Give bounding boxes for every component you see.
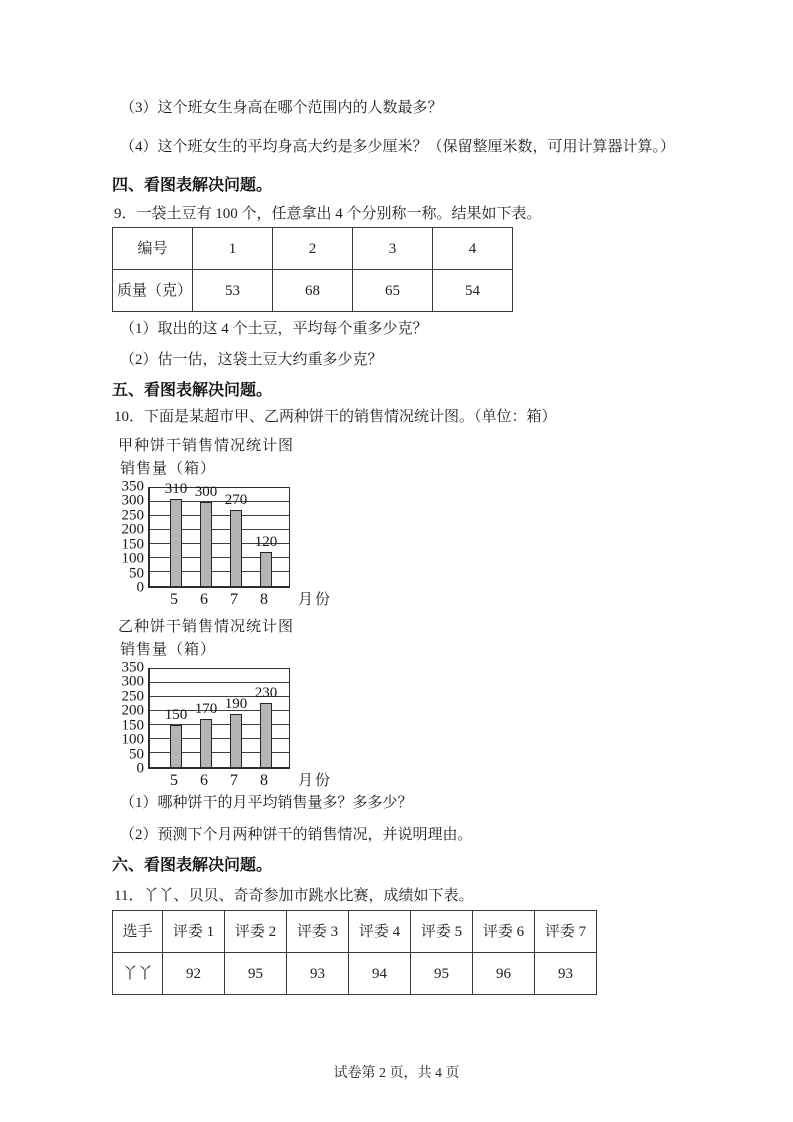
table-cell: 评委 3 [287, 911, 349, 953]
section-6-heading: 六、看图表解决问题。 [112, 857, 273, 874]
x-tick-label: 8 [260, 591, 268, 608]
x-tick-label: 8 [260, 772, 268, 789]
y-tick-label: 250 [121, 688, 144, 705]
chart-title: 甲种饼干销售情况统计图 [118, 438, 295, 454]
table-row [113, 911, 597, 953]
x-tick-label: 7 [230, 591, 238, 608]
question-10-sub-1: （1）哪种饼干的月平均销售量多？多多少？ [120, 795, 413, 811]
bar-month-5 [170, 725, 182, 767]
bar-value-label: 170 [194, 701, 218, 718]
section-4-heading: 四、看图表解决问题。 [112, 177, 273, 194]
bar-value-label: 300 [194, 484, 218, 500]
x-tick-label: 7 [230, 772, 238, 789]
table-cell: 评委 4 [349, 911, 411, 953]
x-tick-label: 5 [170, 591, 178, 608]
chart-title: 乙种饼干销售情况统计图 [118, 619, 295, 635]
bar-month-6 [200, 719, 212, 767]
table-row [113, 228, 513, 270]
table-cell: 4 [433, 228, 513, 270]
y-tick-label: 0 [136, 579, 144, 596]
table-cell: 53 [193, 270, 273, 312]
chart-x-axis-label: 月份 [298, 773, 333, 789]
question-9-text: 9．一袋土豆有 100 个，任意拿出 4 个分别称一称。结果如下表。 [114, 206, 542, 222]
y-tick-label: 350 [121, 659, 144, 676]
y-tick-label: 300 [121, 492, 144, 509]
y-tick-label: 300 [121, 673, 144, 690]
chart-plot-area [148, 668, 290, 769]
bar-value-label: 190 [224, 695, 248, 712]
chart-x-tick-labels [148, 591, 408, 610]
diving-scores-table [112, 910, 597, 995]
chart-area [118, 478, 418, 610]
table-cell: 95 [225, 953, 287, 995]
y-tick-label: 250 [121, 507, 144, 524]
table-cell: 54 [433, 270, 513, 312]
table-cell: 1 [193, 228, 273, 270]
table-cell: 编号 [113, 228, 193, 270]
page-footer: 试卷第 2 页，共 4 页 [333, 1066, 460, 1081]
chart-y-axis-label: 销售量（箱） [120, 642, 217, 658]
table-cell: 评委 5 [411, 911, 473, 953]
table-cell: 68 [273, 270, 353, 312]
table-cell: 3 [353, 228, 433, 270]
gridline [150, 682, 289, 683]
table-cell: 94 [349, 953, 411, 995]
y-tick-label: 50 [129, 746, 144, 763]
y-tick-label: 350 [121, 478, 144, 495]
bar-month-8 [260, 703, 272, 767]
y-tick-label: 200 [121, 521, 144, 538]
table-cell: 93 [535, 953, 597, 995]
question-3-text: （3）这个班女生身高在哪个范围内的人数最多？ [120, 100, 443, 116]
y-tick-label: 150 [121, 536, 144, 553]
potato-weight-table [112, 227, 513, 312]
bar-value-label: 310 [164, 481, 188, 498]
x-tick-label: 6 [200, 772, 208, 789]
y-tick-label: 50 [129, 565, 144, 582]
question-10-sub-2: （2）预测下个月两种饼干的销售情况，并说明理由。 [120, 827, 473, 843]
question-4-text: （4）这个班女生的平均身高大约是多少厘米？（保留整厘米数，可用计算器计算。） [120, 139, 676, 155]
y-tick-label: 200 [121, 702, 144, 719]
bar-month-7 [230, 714, 242, 767]
chart-y-tick-labels [118, 478, 148, 596]
bar-value-label: 230 [254, 684, 278, 701]
bar-month-8 [260, 552, 272, 586]
y-tick-label: 150 [121, 717, 144, 734]
y-tick-label: 100 [121, 731, 144, 748]
bar-month-5 [170, 499, 182, 586]
bar-value-label: 120 [254, 534, 278, 551]
chart-area [118, 659, 418, 791]
y-tick-label: 100 [121, 550, 144, 567]
bar-value-label: 150 [164, 707, 188, 723]
bar-month-7 [230, 510, 242, 586]
table-cell: 评委 2 [225, 911, 287, 953]
table-cell: 丫丫 [113, 953, 163, 995]
table-row [113, 953, 597, 995]
table-cell: 96 [473, 953, 535, 995]
chart-x-axis-label: 月份 [298, 592, 333, 608]
table-cell: 65 [353, 270, 433, 312]
chart-yi-biscuit-sales [118, 618, 715, 791]
table-row [113, 270, 513, 312]
table-cell: 评委 7 [535, 911, 597, 953]
chart-y-axis-label: 销售量（箱） [120, 461, 217, 477]
x-tick-label: 6 [200, 591, 208, 608]
chart-x-tick-labels [148, 772, 408, 791]
chart-plot-area [148, 481, 290, 588]
table-cell: 93 [287, 953, 349, 995]
chart-y-tick-labels [118, 659, 148, 777]
table-cell: 评委 1 [163, 911, 225, 953]
table-cell: 质量（克） [113, 270, 193, 312]
x-tick-label: 5 [170, 772, 178, 789]
table-cell: 评委 6 [473, 911, 535, 953]
table-cell: 选手 [113, 911, 163, 953]
question-9-sub-2: （2）估一估，这袋土豆大约重多少克？ [120, 352, 383, 368]
bar-month-6 [200, 502, 212, 586]
question-10-text: 10．下面是某超市甲、乙两种饼干的销售情况统计图。（单位：箱） [114, 409, 557, 425]
y-tick-label: 0 [136, 760, 144, 777]
table-cell: 95 [411, 953, 473, 995]
question-11-text: 11．丫丫、贝贝、奇奇参加市跳水比赛，成绩如下表。 [114, 888, 474, 904]
table-cell: 92 [163, 953, 225, 995]
question-9-sub-1: （1）取出的这 4 个土豆，平均每个重多少克？ [120, 321, 428, 337]
table-cell: 2 [273, 228, 353, 270]
bar-value-label: 270 [224, 492, 248, 509]
section-5-heading: 五、看图表解决问题。 [112, 382, 273, 399]
chart-jia-biscuit-sales [118, 437, 715, 610]
